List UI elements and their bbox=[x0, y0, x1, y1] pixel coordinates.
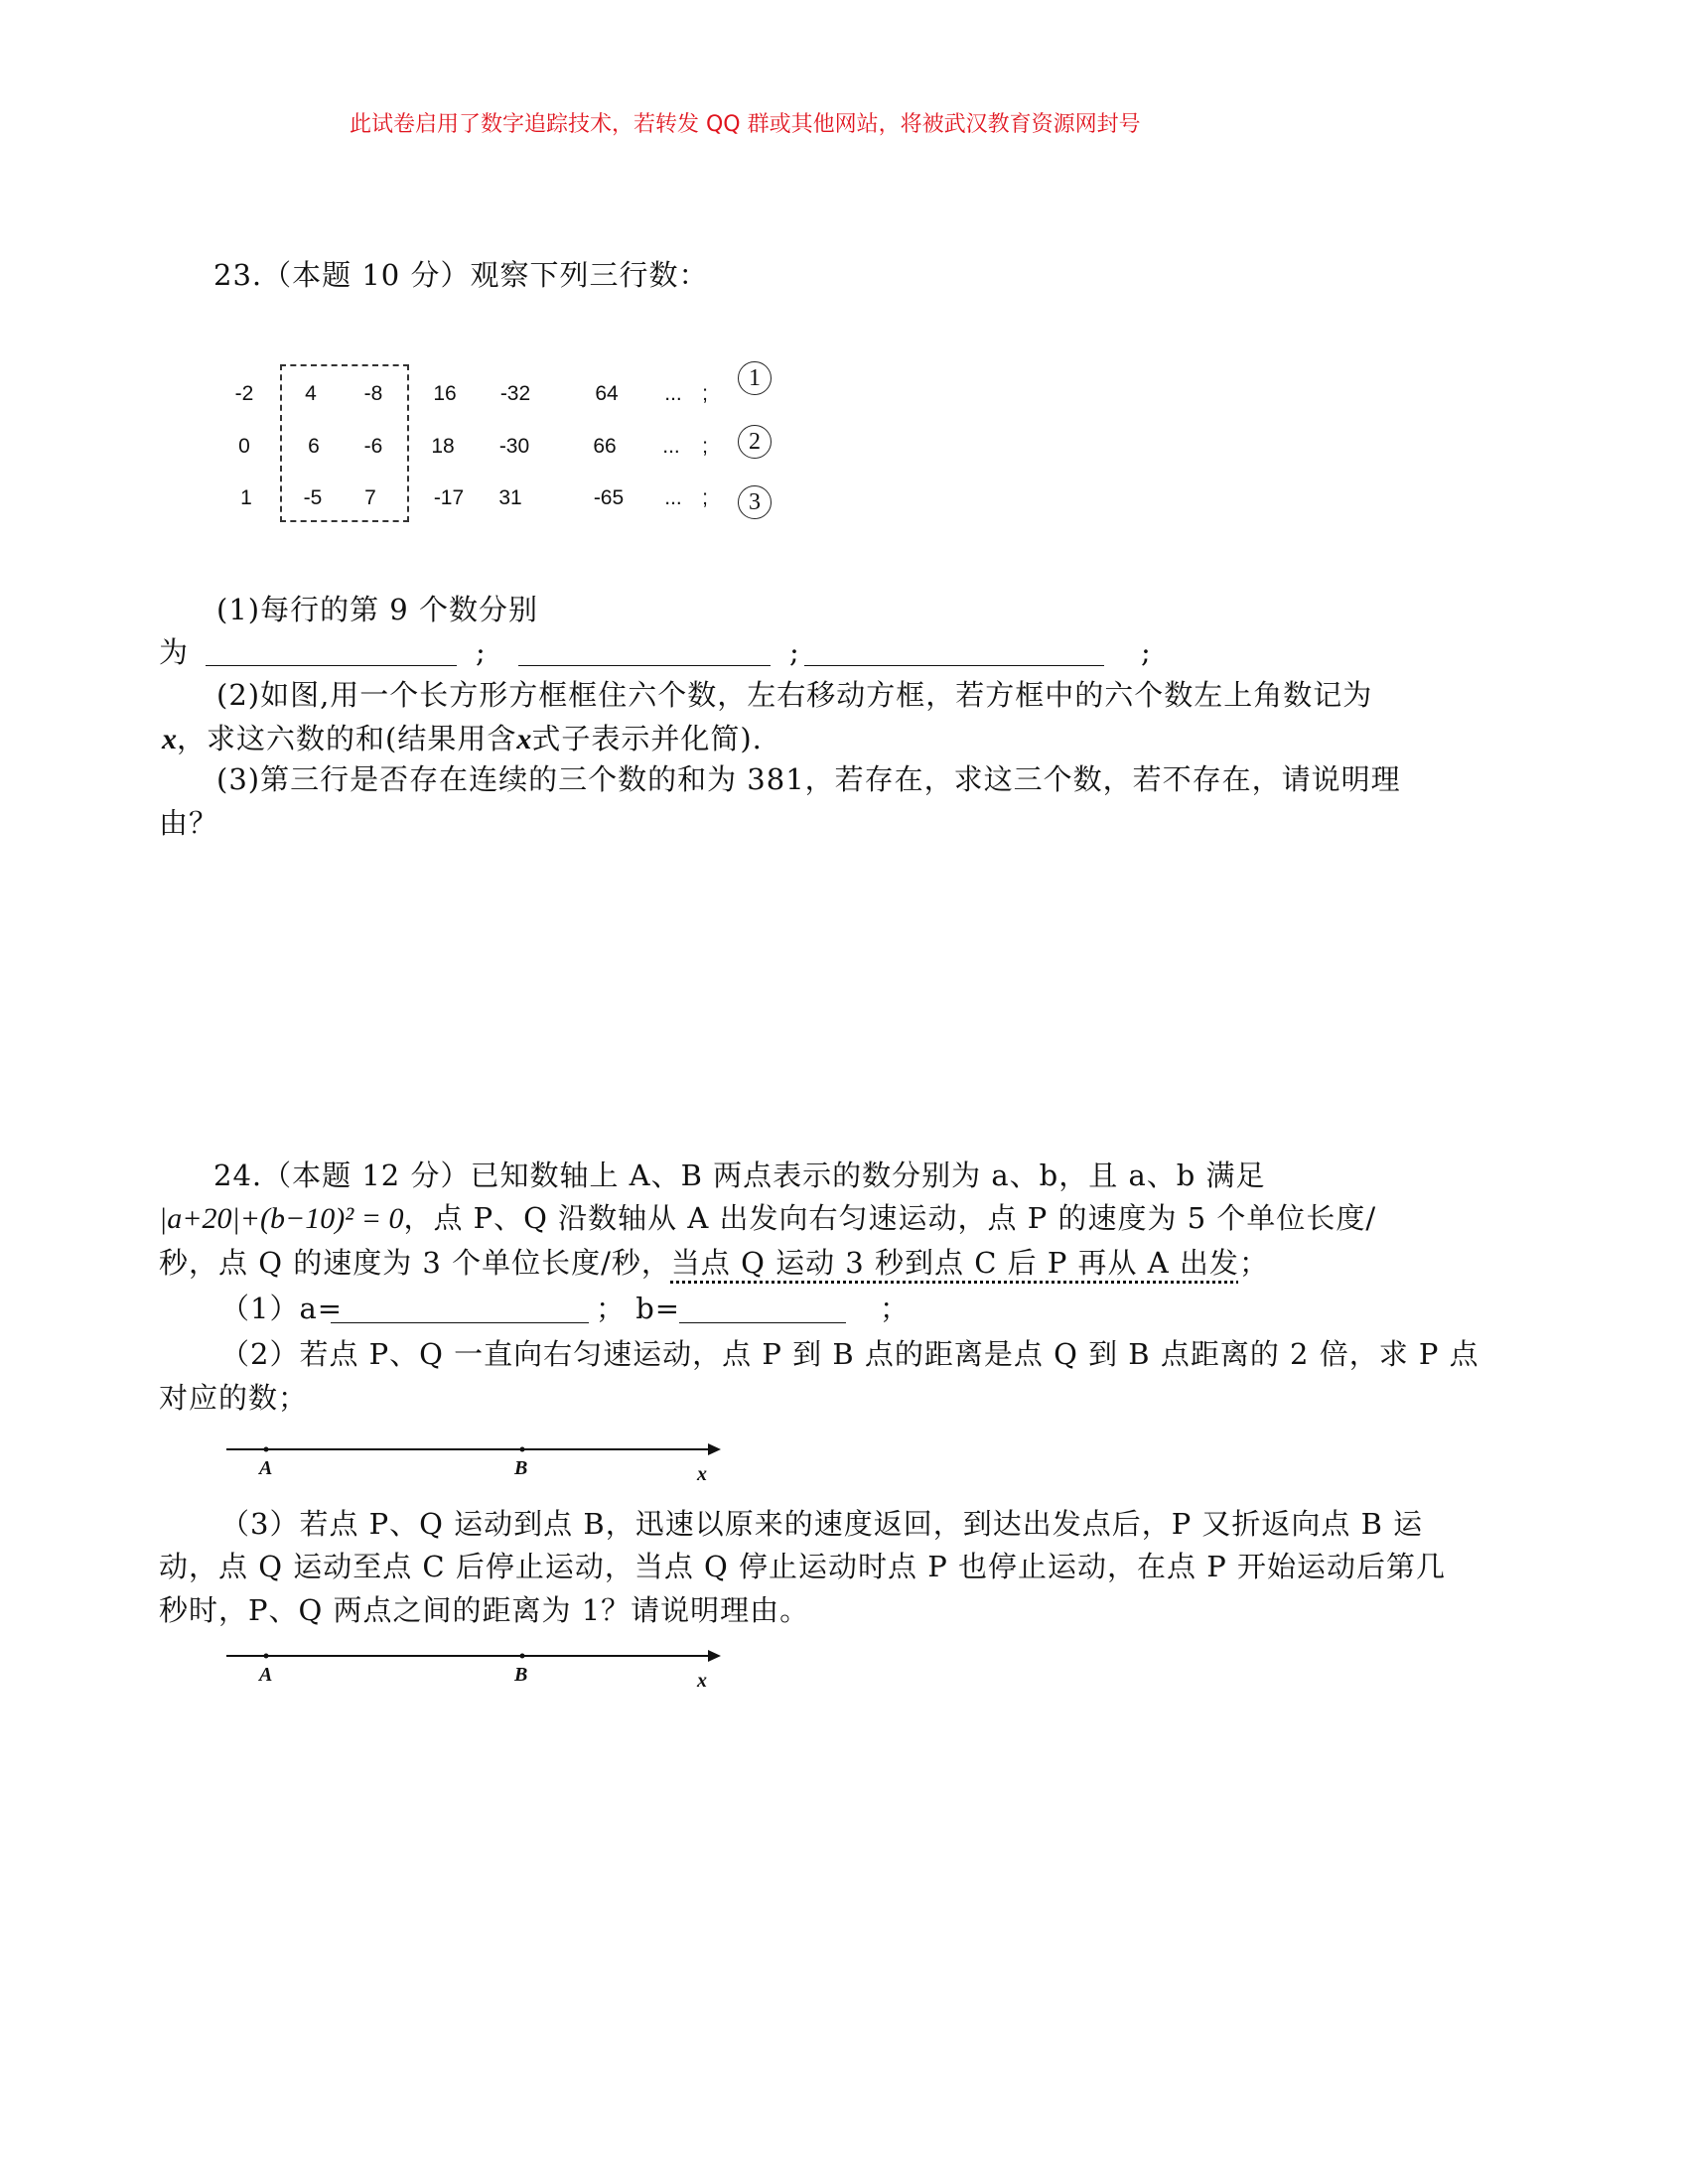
answer-blank-row3[interactable] bbox=[804, 665, 1104, 666]
q24-line3-end: ； bbox=[1238, 1246, 1269, 1280]
point-a-label: A bbox=[259, 1664, 273, 1686]
point-b-label: B bbox=[514, 1664, 528, 1686]
q23-part2-text-a: ，求这六数的和(结果用含 bbox=[177, 722, 517, 755]
number-table bbox=[0, 0, 1688, 556]
row2-cell: ... bbox=[662, 435, 680, 458]
answer-blank-b[interactable] bbox=[679, 1322, 846, 1323]
axis-x-label: x bbox=[697, 1463, 707, 1485]
row-marker-2: 2 bbox=[738, 425, 772, 459]
row2-cell: ; bbox=[702, 435, 708, 458]
row-marker-3: 3 bbox=[738, 485, 772, 519]
point-b-label: B bbox=[514, 1457, 528, 1479]
row1-cell: 4 bbox=[305, 382, 317, 405]
number-line bbox=[226, 1646, 723, 1696]
q24-part3-line2: 动，点 Q 运动至点 C 后停止运动，当点 Q 停止运动时点 P 也停止运动，在点 P 开始运动后第几 bbox=[159, 1550, 1446, 1583]
row2-cell: 66 bbox=[593, 435, 617, 458]
point-a-label: A bbox=[259, 1457, 273, 1479]
row3-cell: 31 bbox=[498, 486, 522, 509]
tracking-banner: 此试卷启用了数字追踪技术，若转发 QQ 群或其他网站，将被武汉教育资源网封号 bbox=[350, 112, 1141, 137]
q24-part2-line2: 对应的数； bbox=[159, 1381, 309, 1415]
row2-cell: -6 bbox=[363, 435, 383, 458]
row2-cell: 18 bbox=[431, 435, 455, 458]
row3-cell: ; bbox=[702, 486, 708, 509]
row1-cell: -2 bbox=[234, 382, 254, 405]
row1-cell: -8 bbox=[363, 382, 383, 405]
q24-line3 bbox=[159, 1246, 1269, 1280]
q23-part3-line2: 由？ bbox=[159, 806, 219, 840]
condition-equation: |a+20|+(b−10)² = 0 bbox=[159, 1202, 404, 1235]
q24-line1: 24.（本题 12 分）已知数轴上 A、B 两点表示的数分别为 a、b，且 a、b 满足 bbox=[213, 1159, 1266, 1192]
q24-part2-line1: （2）若点 P、Q 一直向右匀速运动，点 P 到 B 点的距离是点 Q 到 B 点距离的 2 倍，求 P 点 bbox=[220, 1337, 1479, 1371]
q24-part3-line1: （3）若点 P、Q 运动到点 B，迅速以原来的速度返回，到达出发点后，P 又折返向点 B 运 bbox=[220, 1507, 1424, 1541]
row3-cell: -17 bbox=[433, 486, 465, 509]
q24-line2 bbox=[159, 1202, 1376, 1236]
axis-x-label: x bbox=[697, 1670, 707, 1692]
answer-blank-a[interactable] bbox=[331, 1322, 589, 1323]
row1-cell: 64 bbox=[595, 382, 619, 405]
number-line bbox=[226, 1439, 723, 1489]
q23-part2-line2 bbox=[162, 723, 763, 756]
q24-part1-end: ； bbox=[880, 1292, 911, 1325]
q24-part3-line3: 秒时，P、Q 两点之间的距离为 1？请说明理由。 bbox=[159, 1593, 810, 1627]
row1-cell: 16 bbox=[433, 382, 457, 405]
row1-cell: ... bbox=[664, 382, 682, 405]
answer-blank-row1[interactable] bbox=[206, 665, 457, 666]
row3-cell: -5 bbox=[303, 486, 323, 509]
variable-x: x bbox=[516, 723, 532, 755]
q23-part2-text-b: 式子表示并化简). bbox=[531, 722, 763, 755]
q23-part3-line1: (3)第三行是否存在连续的三个数的和为 381，若存在，求这三个数，若不存在，请说明理 bbox=[216, 762, 1401, 796]
row1-cell: -32 bbox=[499, 382, 531, 405]
row-marker-1: 1 bbox=[738, 361, 772, 395]
row3-cell: 7 bbox=[364, 486, 376, 509]
q23-title: 23.（本题 10 分）观察下列三行数： bbox=[213, 258, 709, 292]
separator: ; bbox=[476, 635, 487, 669]
q24-line3-emphasis: 当点 Q 运动 3 秒到点 C 后 P 再从 A 出发 bbox=[670, 1246, 1239, 1280]
q23-part2-line1: (2)如图,用一个长方形方框框住六个数，左右移动方框，若方框中的六个数左上角数记为 bbox=[216, 678, 1373, 712]
q23-part1-line1: (1)每行的第 9 个数分别 bbox=[216, 593, 538, 626]
separator: ; bbox=[789, 635, 800, 669]
q23-part1-line2-start: 为 bbox=[159, 635, 190, 669]
number-line-axis bbox=[226, 1439, 723, 1469]
number-line-axis bbox=[226, 1646, 723, 1676]
answer-blank-row2[interactable] bbox=[518, 665, 771, 666]
separator: ; bbox=[1141, 635, 1152, 669]
row2-cell: 6 bbox=[308, 435, 320, 458]
row3-cell: 1 bbox=[240, 486, 252, 509]
row3-cell: -65 bbox=[593, 486, 625, 509]
variable-x: x bbox=[162, 723, 177, 755]
q24-part1-a: （1）a= bbox=[220, 1292, 344, 1325]
q24-part1-b: ； b= bbox=[596, 1292, 681, 1325]
row2-cell: -30 bbox=[498, 435, 530, 458]
row1-cell: ; bbox=[702, 382, 708, 405]
row2-cell: 0 bbox=[238, 435, 250, 458]
q24-line3-a: 秒，点 Q 的速度为 3 个单位长度/秒， bbox=[159, 1246, 671, 1280]
q24-line2-rest: ，点 P、Q 沿数轴从 A 出发向右匀速运动，点 P 的速度为 5 个单位长度/ bbox=[403, 1201, 1377, 1235]
row3-cell: ... bbox=[664, 486, 682, 509]
